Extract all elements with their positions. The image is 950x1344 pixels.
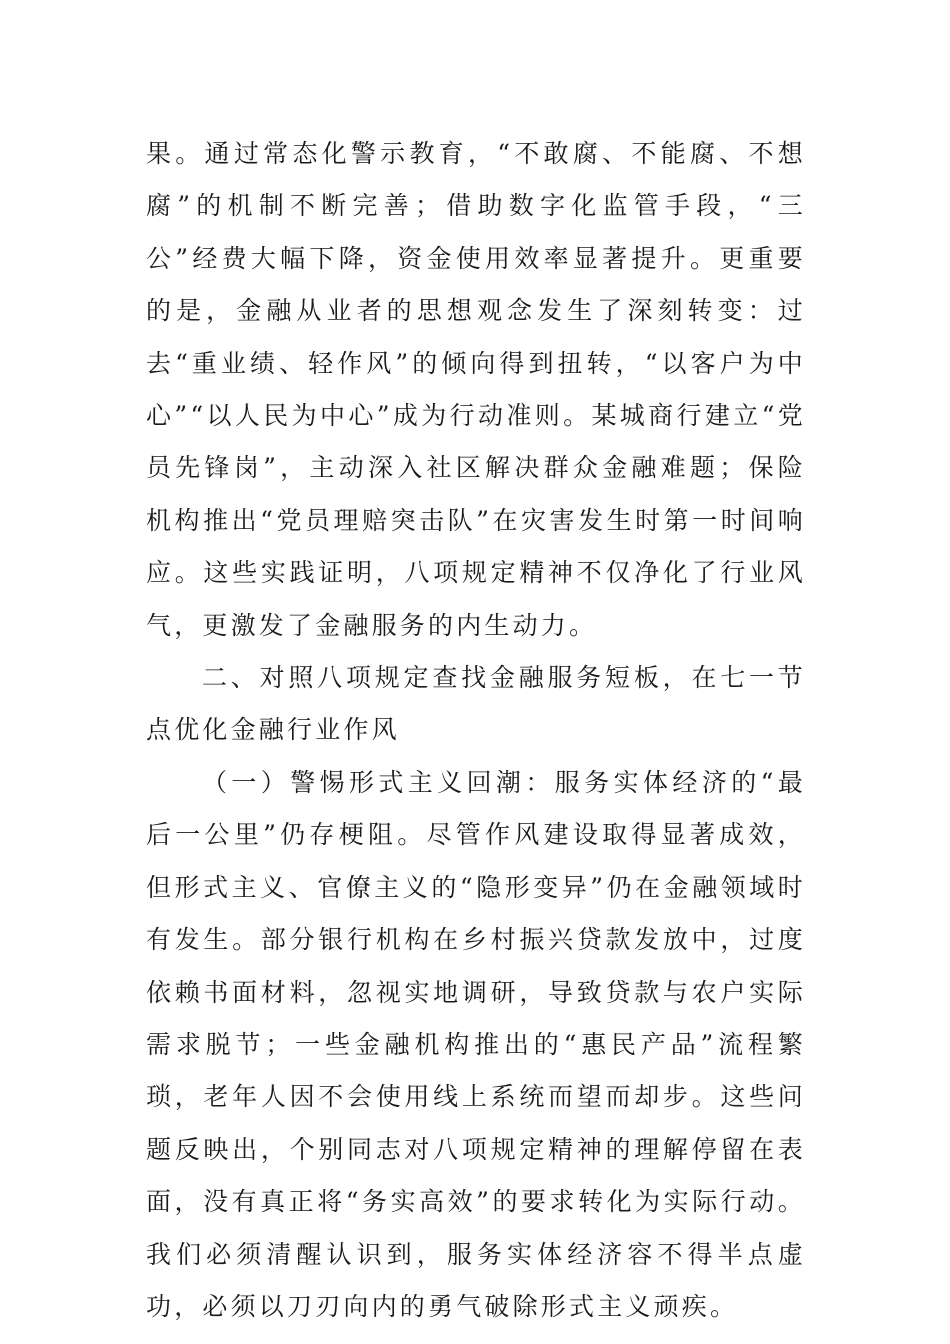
paragraph-continuation: 果。通过常态化警示教育，“不敢腐、不能腐、不想腐”的机制不断完善；借助数字化监管手段，“三公”经费大幅下降，资金使用效率显著提升。更重要的是，金融从业者的思想观念发生了深刻转变：过去“重业绩、轻作风”的倾向得到扭转，“以客户为中心”“以人民为中心”成为行动准则。某城商行建立“党员先锋岗”，主动深入社区解决群众金融难题；保险机构推出“党员理赔突击队”在灾害发生时第一时间响应。这些实践证明，八项规定精神不仅净化了行业风气，更激发了金融服务的内生动力。 <box>146 139 806 640</box>
section-heading: 二、对照八项规定查找金融服务短板，在七一节点优化金融行业作风 <box>146 663 806 745</box>
subsection-paragraph: （一）警惕形式主义回潮：服务实体经济的“最后一公里”仍存梗阻。尽管作风建设取得显著成效，但形式主义、官僚主义的“隐形变异”仍在金融领域时有发生。部分银行机构在乡村振兴贷款发放中，过度依赖书面材料，忽视实地调研，导致贷款与农户实际需求脱节；一些金融机构推出的“惠民产品”流程繁琐，老年人因不会使用线上系统而望而却步。这些问题反映出，个别同志对八项规定精神的理解停留在表面，没有真正将“务实高效”的要求转化为实际行动。我们必须清醒认识到，服务实体经济容不得半点虚功，必须以刀刃向内的勇气破除形式主义顽疾。 <box>146 767 806 1321</box>
body-text <box>146 128 806 1333</box>
